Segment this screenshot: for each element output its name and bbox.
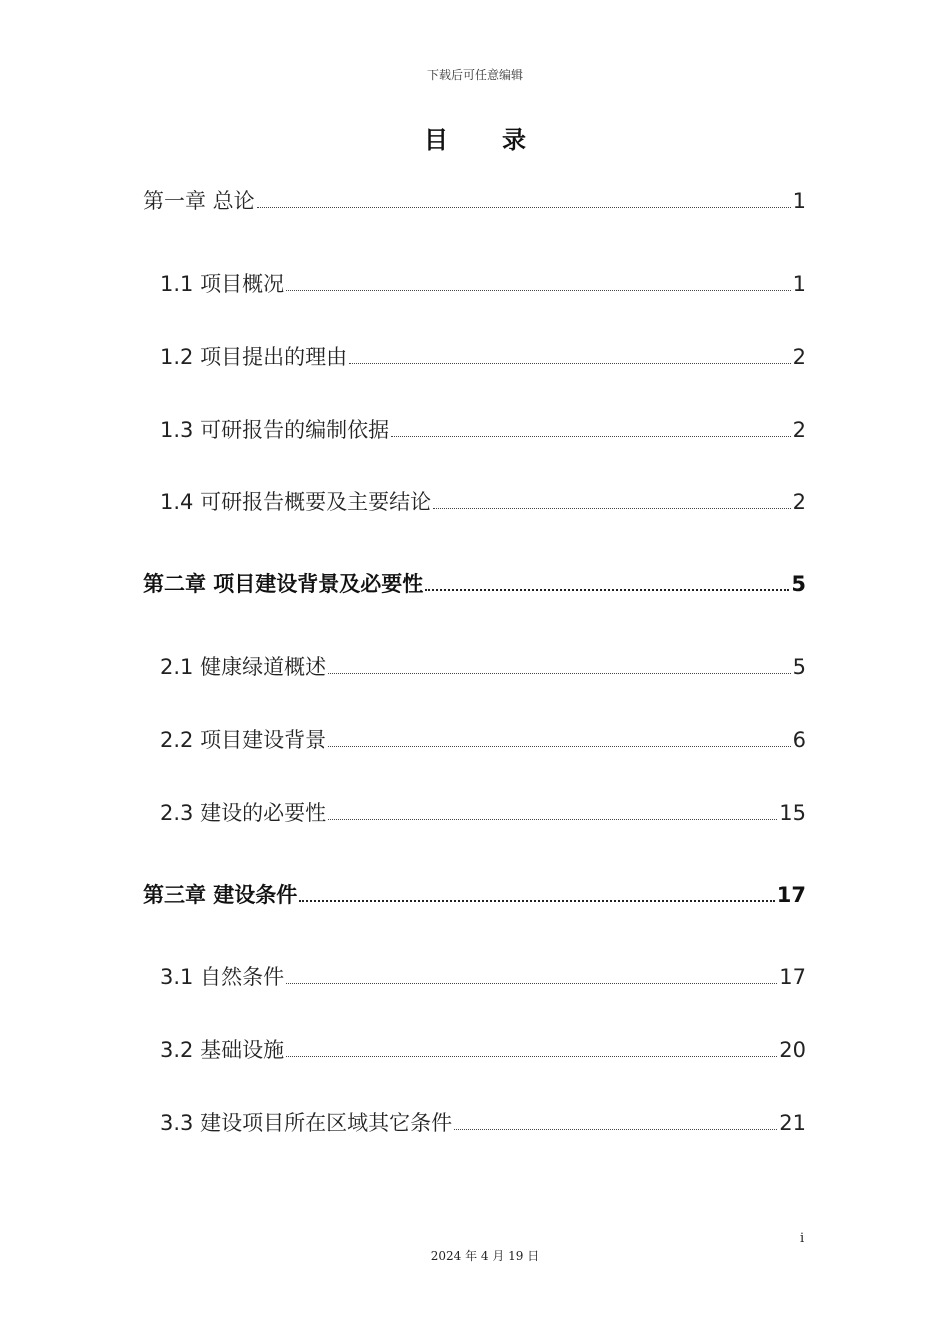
toc-page-number: 21 (779, 1111, 806, 1135)
toc-page-number: 20 (779, 1038, 806, 1062)
toc-entry-label: 2.1 健康绿道概述 (160, 655, 327, 679)
toc-page-number: 15 (779, 801, 806, 825)
download-edit-note: 下载后可任意编辑 (426, 68, 523, 82)
toc-entry-chapter-3[interactable] (143, 880, 806, 910)
footer-date: 2024 年 4 月 19 日 (430, 1249, 540, 1263)
toc-page-number: 2 (792, 490, 806, 514)
toc-dot-leader (286, 983, 777, 984)
toc-dot-leader (328, 819, 777, 820)
toc-dot-leader (454, 1129, 777, 1130)
toc-page-number: 6 (792, 728, 806, 752)
toc-entry-label: 2.3 建设的必要性 (160, 801, 327, 825)
toc-entry-section-3-3[interactable] (160, 1108, 806, 1138)
toc-dot-leader (349, 363, 791, 364)
toc-dot-leader (433, 508, 791, 509)
toc-entry-label: 1.4 可研报告概要及主要结论 (160, 490, 432, 514)
toc-entry-chapter-1[interactable] (143, 186, 806, 216)
toc-dot-leader (391, 436, 791, 437)
toc-entry-label: 1.3 可研报告的编制依据 (160, 418, 390, 442)
toc-entry-label: 1.2 项目提出的理由 (160, 345, 348, 369)
toc-page-number: 5 (792, 655, 806, 679)
toc-entry-label: 1.1 项目概况 (160, 272, 285, 296)
toc-dot-leader (257, 207, 791, 208)
toc-dot-leader (286, 290, 791, 291)
toc-entry-label: 第一章 总论 (143, 189, 255, 213)
toc-dot-leader (328, 673, 791, 674)
toc-entry-section-2-2[interactable] (160, 725, 806, 755)
toc-dot-leader (286, 1056, 777, 1057)
toc-entry-section-1-3[interactable] (160, 415, 806, 445)
toc-dot-leader (299, 900, 774, 902)
toc-title: 目录 (424, 126, 580, 154)
toc-page-number: 1 (792, 272, 806, 296)
toc-page-number: 2 (792, 418, 806, 442)
toc-entry-label: 第二章 项目建设背景及必要性 (143, 572, 424, 596)
toc-page-number: 2 (792, 345, 806, 369)
toc-entry-section-1-4[interactable] (160, 487, 806, 517)
toc-page-number: 5 (791, 572, 806, 596)
toc-dot-leader (425, 589, 789, 591)
toc-entry-label: 2.2 项目建设背景 (160, 728, 327, 752)
toc-entry-label: 3.1 自然条件 (160, 965, 285, 989)
toc-entry-label: 3.2 基础设施 (160, 1038, 285, 1062)
toc-page-number: 17 (776, 883, 806, 907)
toc-page-number: 17 (779, 965, 806, 989)
page-number: i (800, 1231, 805, 1246)
toc-entry-section-1-2[interactable] (160, 342, 806, 372)
toc-entry-section-2-1[interactable] (160, 652, 806, 682)
toc-entry-label: 3.3 建设项目所在区域其它条件 (160, 1111, 453, 1135)
toc-entry-section-2-3[interactable] (160, 798, 806, 828)
toc-entry-section-1-1[interactable] (160, 269, 806, 299)
toc-page-number: 1 (792, 189, 806, 213)
toc-entry-label: 第三章 建设条件 (143, 883, 298, 907)
toc-entry-section-3-2[interactable] (160, 1035, 806, 1065)
toc-entry-section-3-1[interactable] (160, 962, 806, 992)
toc-entry-chapter-2[interactable] (143, 569, 806, 599)
toc-dot-leader (328, 746, 791, 747)
